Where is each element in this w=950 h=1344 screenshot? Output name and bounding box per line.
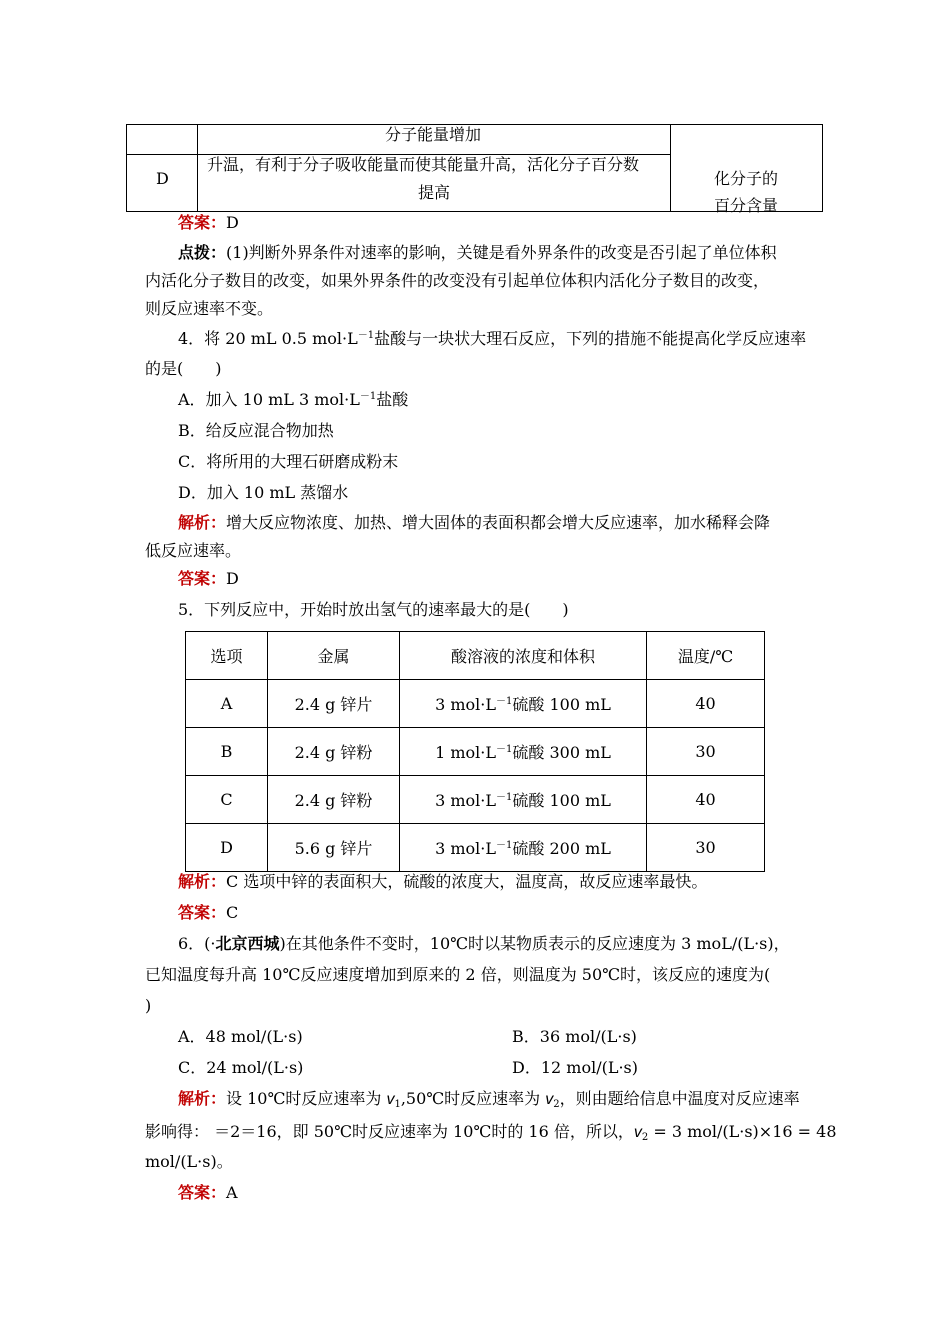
variable-v: v	[545, 1091, 554, 1108]
option-d: D．加入 10 mL 蒸馏水	[178, 483, 349, 502]
cell-option: B	[186, 728, 268, 776]
answer-label: 答案：	[178, 1183, 227, 1202]
analysis-text: = 3 mol/(L·s)×16 = 48	[648, 1122, 837, 1141]
analysis-text: ，则由题给信息中温度对反应速率	[559, 1089, 800, 1108]
cell-temp: 40	[647, 776, 765, 824]
subscript: 1	[394, 1099, 401, 1110]
option-a: A．48 mol/(L·s)	[178, 1027, 303, 1046]
analysis-line	[145, 1121, 837, 1144]
option-text: 盐酸	[376, 390, 409, 409]
superscript: －1	[496, 840, 513, 851]
cell-option: A	[186, 680, 268, 728]
superscript: －1	[496, 792, 513, 803]
analysis-label: 解析：	[178, 872, 227, 891]
analysis-text: 设 10℃时反应速率为	[226, 1089, 387, 1108]
analysis-line: 低反应速率。	[145, 541, 242, 560]
answer-value: D	[226, 569, 239, 588]
tip-line	[178, 242, 777, 264]
header-cell: 金属	[268, 632, 400, 680]
answer-line	[178, 1182, 238, 1204]
header-cell: 酸溶液的浓度和体积	[400, 632, 647, 680]
answer-value: A	[226, 1183, 238, 1202]
analysis-line	[178, 512, 770, 534]
superscript: －1	[496, 744, 513, 755]
acid-text: 硫酸 100 mL	[512, 695, 611, 714]
analysis-line	[178, 1088, 800, 1111]
analysis-text: 增大反应物浓度、加热、增大固体的表面积都会增大反应速率，加水稀释会降	[226, 513, 771, 532]
table-row	[186, 680, 765, 728]
header-cell: 选项	[186, 632, 268, 680]
table-divider	[197, 125, 198, 211]
cell-acid	[400, 824, 647, 872]
option-d: D．12 mol/(L·s)	[512, 1058, 638, 1077]
subscript: 2	[641, 1132, 649, 1143]
variable-v: v	[633, 1124, 642, 1141]
option-c: C．将所用的大理石研磨成粉末	[178, 452, 399, 471]
question-stem: 5．下列反应中，开始时放出氢气的速率最大的是( )	[178, 600, 569, 619]
acid-text: 硫酸 200 mL	[512, 839, 611, 858]
table-cell: 升温，有利于分子吸收能量而使其能量升高，活化分子百分数	[207, 155, 640, 174]
cell-acid	[400, 680, 647, 728]
answer-label: 答案：	[178, 213, 227, 232]
question-stem: 的是( )	[145, 359, 222, 378]
table-row	[186, 776, 765, 824]
acid-text: 硫酸 100 mL	[512, 791, 611, 810]
question-stem	[178, 328, 806, 350]
question-stem: 已知温度每升高 10℃反应速度增加到原来的 2 倍，则温度为 50℃时，该反应的速度为(	[145, 965, 771, 984]
cell-temp: 40	[647, 680, 765, 728]
cell-acid	[400, 728, 647, 776]
analysis-label: 解析：	[178, 1089, 227, 1108]
analysis-text: ,50℃时反应速率为	[400, 1089, 546, 1108]
acid-text: 3 mol·L	[435, 695, 496, 714]
analysis-line: mol/(L·s)。	[145, 1152, 233, 1171]
option-text: A．加入 10 mL 3 mol·L	[178, 390, 360, 409]
table-row	[186, 728, 765, 776]
table-divider	[670, 125, 671, 211]
acid-text: 1 mol·L	[435, 743, 496, 762]
question-stem: )	[145, 996, 152, 1015]
table-cell: 提高	[418, 183, 451, 202]
answer-label: 答案：	[178, 569, 227, 588]
option-b: B．给反应混合物加热	[178, 421, 334, 440]
answer-value: D	[226, 213, 239, 232]
option-b: B．36 mol/(L·s)	[512, 1027, 637, 1046]
tip-line: 内活化分子数目的改变，如果外界条件的改变没有引起单位体积内活化分子数目的改变，	[145, 271, 770, 290]
stem-text: 盐酸与一块状大理石反应，下列的措施不能提高化学反应速率	[374, 329, 807, 348]
analysis-label: 解析：	[178, 513, 227, 532]
stem-text: 4．将 20 mL 0.5 mol·L	[178, 329, 358, 348]
analysis-text: C 选项中锌的表面积大，硫酸的浓度大，温度高，故反应速率最快。	[226, 872, 708, 891]
tip-label: 点拨：	[178, 243, 227, 262]
answer-value: C	[226, 903, 239, 922]
stem-text: )在其他条件不变时，10℃时以某物质表示的反应速度为 3 moL/(L·s)，	[279, 934, 790, 953]
option-c: C．24 mol/(L·s)	[178, 1058, 304, 1077]
cell-metal: 2.4 g 锌粉	[268, 728, 400, 776]
superscript: －1	[359, 391, 377, 402]
stem-text: 6．(·	[178, 934, 216, 953]
table-row	[186, 824, 765, 872]
header-cell: 温度/℃	[647, 632, 765, 680]
cell-temp: 30	[647, 728, 765, 776]
tip-line: 则反应速率不变。	[145, 299, 274, 318]
tip-text: (1)判断外界条件对速率的影响，关键是看外界条件的改变是否引起了单位体积	[226, 243, 777, 262]
table-header-row	[186, 632, 765, 680]
analysis-text: 影响得： ＝2＝16，即 50℃时反应速率为 10℃时的 16 倍，所以，	[145, 1122, 634, 1141]
options-table	[185, 631, 765, 872]
acid-text: 3 mol·L	[435, 791, 496, 810]
table-cell: 百分含量	[714, 196, 779, 215]
subscript: 2	[553, 1099, 560, 1110]
cell-option: C	[186, 776, 268, 824]
table-cell-label: D	[156, 169, 169, 188]
option-a	[178, 389, 408, 411]
answer-line	[178, 568, 239, 590]
superscript: －1	[496, 696, 513, 707]
table-cell: 化分子的	[714, 169, 779, 188]
acid-text: 硫酸 300 mL	[512, 743, 611, 762]
analysis-line	[178, 871, 707, 893]
table-cell: 分子能量增加	[385, 125, 482, 144]
cell-metal: 5.6 g 锌片	[268, 824, 400, 872]
cell-temp: 30	[647, 824, 765, 872]
answer-label: 答案：	[178, 903, 227, 922]
superscript: －1	[357, 330, 375, 341]
cell-option: D	[186, 824, 268, 872]
cell-metal: 2.4 g 锌片	[268, 680, 400, 728]
variable-v: v	[386, 1091, 395, 1108]
cell-acid	[400, 776, 647, 824]
question-stem	[178, 933, 790, 955]
answer-line	[178, 902, 238, 924]
cell-metal: 2.4 g 锌粉	[268, 776, 400, 824]
acid-text: 3 mol·L	[435, 839, 496, 858]
question-source: 北京西城	[215, 934, 280, 953]
answer-line	[178, 212, 239, 234]
